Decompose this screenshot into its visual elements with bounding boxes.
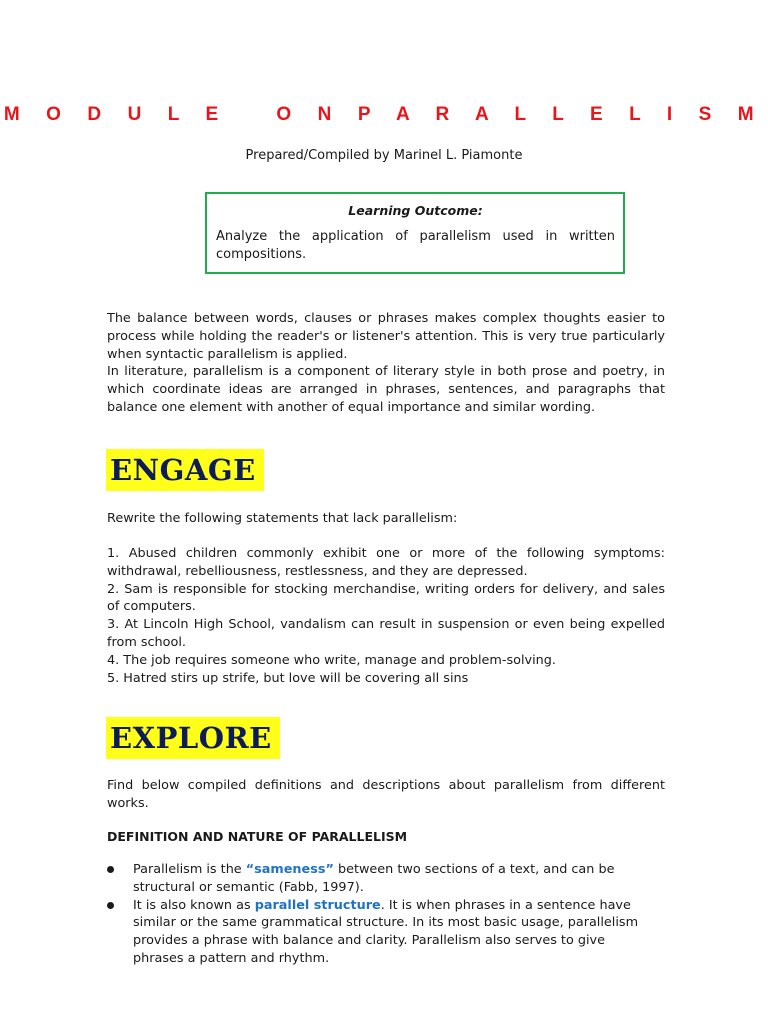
list-item: 4. The job requires someone who write, manage and problem-solving. bbox=[107, 652, 556, 668]
engage-instruction: Rewrite the following statements that lack parallelism: bbox=[107, 511, 458, 526]
learning-outcome-text: Analyze the application of parallelism used in written compositions. bbox=[216, 229, 615, 262]
highlight-term: “sameness” bbox=[245, 862, 334, 877]
learning-outcome-box bbox=[205, 192, 625, 274]
bullet-icon bbox=[107, 866, 114, 873]
list-item bbox=[107, 861, 655, 897]
module-title: M O D U L E O N P A R A L L E L I S M bbox=[3, 104, 765, 125]
engage-section-label: ENGAGE bbox=[106, 449, 264, 491]
list-item: 5. Hatred stirs up strife, but love will be covering all sins bbox=[107, 670, 469, 686]
learning-outcome-heading: Learning Outcome: bbox=[348, 203, 483, 218]
bullet-text: It is also known as bbox=[133, 897, 255, 913]
bullet-text: . It is when phrases in a sentence have similar or the same grammatical structure. In its most basic usage, parallelism provides a phrase with balance and clarity. Parallelism also serves to give phrases a pattern and rhythm. bbox=[133, 897, 639, 966]
bullet-text: Parallelism is the bbox=[133, 862, 246, 877]
author-credit: Prepared/Compiled by Marinel L. Piamonte bbox=[245, 148, 523, 163]
list-item: 1. Abused children commonly exhibit one or more of the following symptoms: withdrawal, rebelliousness, restlessness, and they are depressed. bbox=[107, 546, 665, 579]
definition-heading: DEFINITION AND NATURE OF PARALLELISM bbox=[107, 829, 408, 844]
engage-item-list bbox=[107, 545, 665, 687]
list-item: 2. Sam is responsible for stocking merchandise, writing orders for delivery, and sales of computers. bbox=[107, 581, 665, 615]
bullet-icon bbox=[107, 902, 114, 909]
list-item: 3. At Lincoln High School, vandalism can result in suspension or even being expelled from school. bbox=[107, 617, 665, 650]
bullet-text: between two sections of a text, and can be structural or semantic (Fabb, 1997). bbox=[133, 862, 615, 895]
list-item bbox=[107, 897, 655, 968]
intro-paragraph-1: The balance between words, clauses or phrases makes complex thoughts easier to process while holding the reader's or listener's attention. This is very true particularly when syntactic parallelism is applied. bbox=[107, 311, 665, 362]
explore-section-label: EXPLORE bbox=[106, 717, 280, 759]
highlight-term: parallel structure bbox=[254, 897, 381, 913]
intro-paragraph-2: In literature, parallelism is a component of literary style in both prose and poetry, in which coordinate ideas are arranged in phrases, sentences, and paragraphs that balance one element with another of equal importance and similar wording. bbox=[107, 364, 665, 415]
definition-bullet-list bbox=[107, 861, 655, 968]
intro-paragraph bbox=[107, 310, 665, 417]
explore-intro: Find below compiled definitions and descriptions about parallelism from different works. bbox=[107, 778, 665, 811]
